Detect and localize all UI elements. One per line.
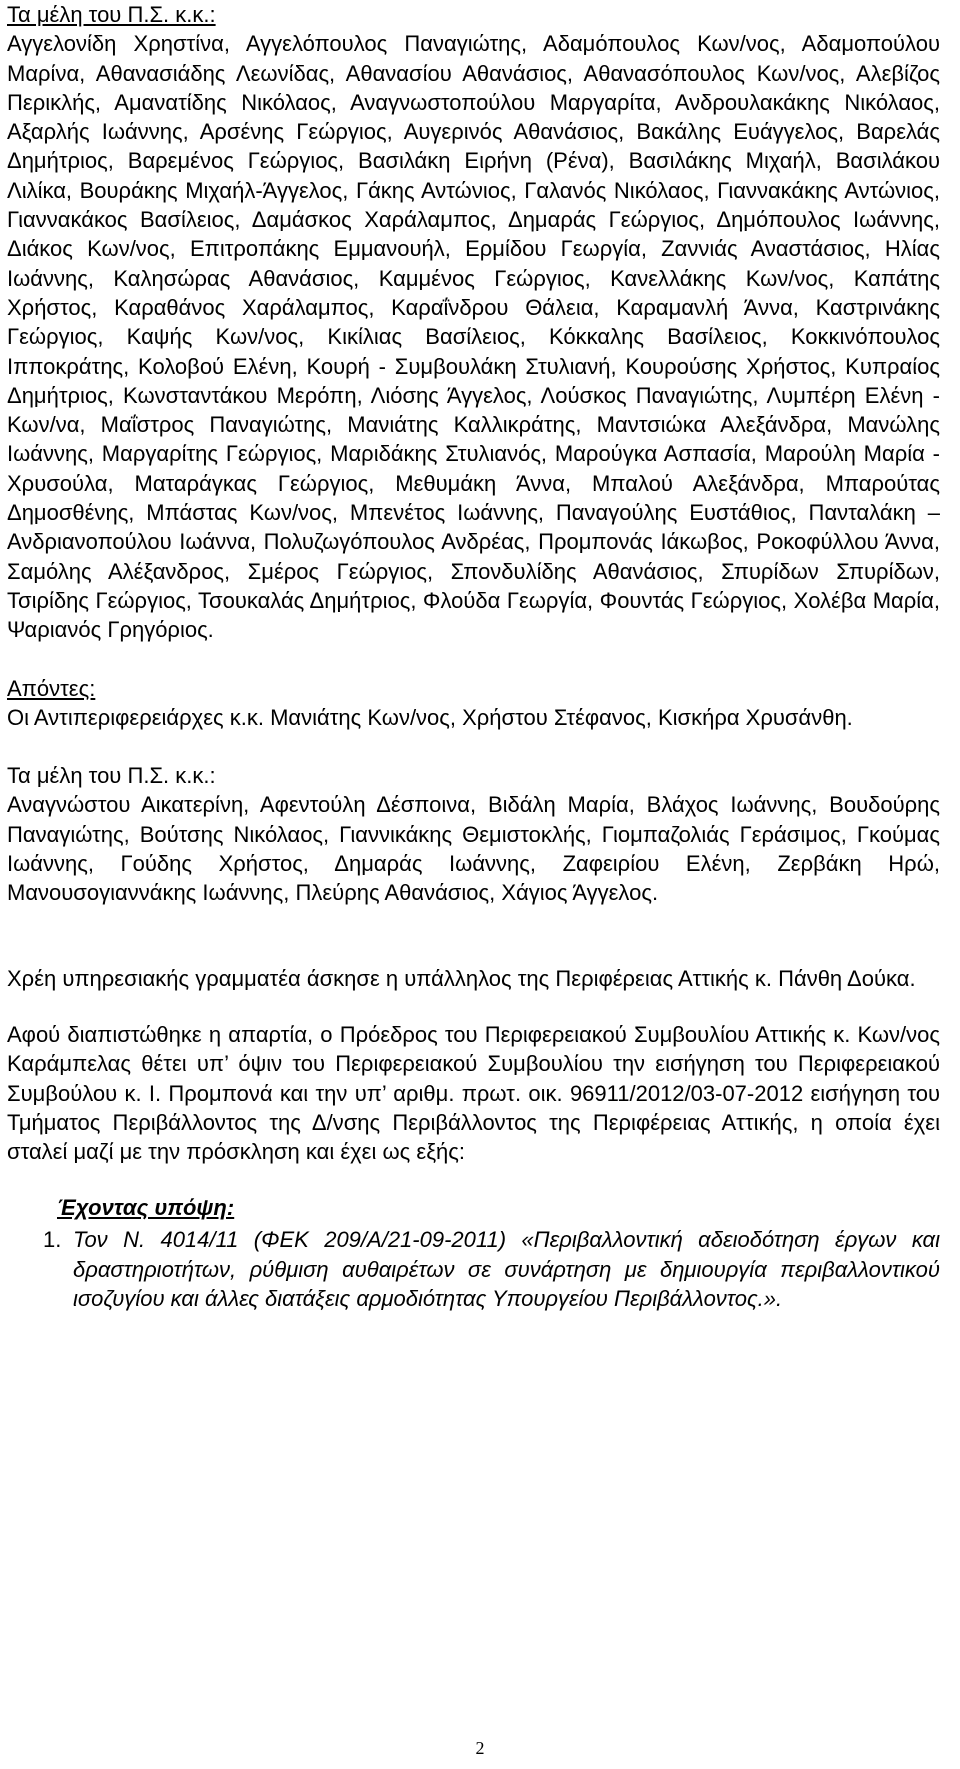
members-present-heading-text: Τα μέλη του Π.Σ. κ.κ.: [7, 2, 216, 27]
considering-heading: Έχοντας υπόψη: [57, 1195, 235, 1221]
members-present-heading [7, 0, 940, 29]
absent-list: Οι Αντιπεριφερειάρχες κ.κ. Μανιάτης Κων/νος, Χρήστου Στέφανος, Κισκήρα Χρυσάνθη. [7, 704, 853, 730]
members-absent-heading-text: Τα μέλη του Π.Σ. κ.κ.: [7, 763, 216, 789]
absent-heading-text: Απόντες: [7, 675, 96, 701]
spacer [7, 645, 940, 674]
quorum-paragraph: Αφού διαπιστώθηκε η απαρτία, ο Πρόεδρος του Περιφερειακού Συμβουλίου Αττικής κ. Κων/νος Καράμπελας θέτει υπ’ όψιν του Περιφερειακού Συμβουλίου την εισήγηση του Περιφερειακού Συμβούλου κ. Ι. Προμπονά και την υπ’ αριθμ. πρωτ. οικ. 96911/2012/03-07-2012 εισήγηση του Τμήματος Περιβάλλοντος της Δ/νσης Περιβάλλοντος της Περιφέρειας Αττικής, η οποία έχει σταλεί μαζί με την πρόσκληση και έχει ως εξής: [7, 1021, 940, 1165]
spacer [7, 732, 940, 761]
absent-heading [7, 674, 940, 703]
list-item-text: Τον Ν. 4014/11 (ΦΕΚ 209/Α/21-09-2011) «Περιβαλλοντική αδειοδότηση έργων και δραστηριοτήτων, ρύθμιση αυθαιρέτων σε συνάρτηση με δημιουργία περιβαλλοντικού ισοζυγίου και άλλες διατάξεις αρμοδιότητας Υπουργείου Περιβάλλοντος.». [73, 1227, 940, 1311]
spacer [7, 1166, 940, 1193]
spacer [7, 993, 940, 1020]
members-present-list: Αγγελονίδη Χρηστίνα, Αγγελόπουλος Παναγιώτης, Αδαμόπουλος Κων/νος, Αδαμοπούλου Μαρίνα, Αθανασιάδης Λεωνίδας, Αθανασίου Αθανάσιος, Αθανασόπουλος Κων/νος, Αλεβίζος Περικλής, Αμανατίδης Νικόλαος, Αναγνωστοπούλου Μαργαρίτα, Ανδρουλακάκης Νικόλαος, Αξαρλής Ιωάννης, Αρσένης Γεώργιος, Αυγερινός Αθανάσιος, Βακάλης Ευάγγελος, Βαρελάς Δημήτριος, Βαρεμένος Γεώργιος, Βασιλάκη Ειρήνη (Ρένα), Βασιλάκης Μιχαήλ, Βασιλάκου Λιλίκα, Βουράκης Μιχαήλ-Άγγελος, Γάκης Αντώνιος, Γαλανός Νικόλαος, Γιαννακάκης Αντώνιος, Γιαννακάκος Βασίλειος, Δαμάσκος Χαράλαμπος, Δημαράς Γεώργιος, Δημόπουλος Ιωάννης, Διάκος Κων/νος, Επιτροπάκης Εμμανουήλ, Ερμίδου Γεωργία, Ζαννιάς Αναστάσιος, Ηλίας Ιωάννης, Καλησώρας Αθανάσιος, Καμμένος Γεώργιος, Κανελλάκης Κων/νος, Καπάτης Χρήστος, Καραθάνος Χαράλαμπος, Καραΐνδρου Θάλεια, Καραμανλή Άννα, Καστρινάκης Γεώργιος, Καψής Κων/νος, Κικίλιας Βασίλειος, Κόκκαλης Βασίλειος, Κοκκινόπουλος Ιπποκράτης, Κολοβού Ελένη, Κουρή - Συμβουλάκη Στυλιανή, Κουρούσης Χρήστος, Κυπραίος Δημήτριος, Κωνσταντάκου Μερόπη, Λιόσης Άγγελος, Λούσκος Παναγιώτης, Λυμπέρη Ελένη - Κων/να, Μαΐστρος Παναγιώτης, Μανιάτης Καλλικράτης, Μαντσιώκα Αλεξάνδρα, Μανώλης Ιωάννης, Μαργαρίτης Γεώργιος, Μαριδάκης Στυλιανός, Μαρούγκα Ασπασία, Μαρούλη Μαρία - Χρυσούλα, Ματαράγκας Γεώργιος, Μεθυμάκη Άννα, Μπαλού Αλεξάνδρα, Μπαρούτας Δημοσθένης, Μπάστας Κων/νος, Μπενέτος Ιωάννης, Παναγούλης Ευστάθιος, Πανταλάκη – Ανδριανοπούλου Ιωάννα, Πολυζωγόπουλος Ανδρέας, Προμπονάς Ιάκωβος, Ροκοφύλλου Άννα, Σαμόλης Αλέξανδρος, Σμέρος Γεώργιος, Σπονδυλίδης Αθανάσιος, Σπυρίδων Σπυρίδων, Τσιρίδης Γεώργιος, Τσουκαλάς Δημήτριος, Φλούδα Γεωργία, Φουντάς Γεώργιος, Χολέβα Μαρία, Ψαριανός Γρηγόριος. [7, 31, 940, 643]
list-item [35, 1225, 940, 1313]
page-number: 2 [475, 1738, 485, 1758]
list-item-number: 1. [43, 1227, 62, 1253]
secretary-paragraph: Χρέη υπηρεσιακής γραμματέα άσκησε η υπάλληλος της Περιφέρειας Αττικής κ. Πάνθη Δούκα. [7, 965, 916, 991]
members-absent-heading [7, 761, 940, 790]
spacer [7, 908, 940, 964]
members-absent-list: Αναγνώστου Αικατερίνη, Αφεντούλη Δέσποινα, Βιδάλη Μαρία, Βλάχος Ιωάννης, Βουδούρης Παναγιώτης, Βούτσης Νικόλαος, Γιαννικάκης Θεμιστοκλής, Γιομπαζολιάς Γεράσιμος, Γκούμας Ιωάννης, Γούδης Χρήστος, Δημαράς Ιωάννης, Ζαφειρίου Ελένη, Ζερβάκη Ηρώ, Μανουσογιαννάκης Ιωάννης, Πλεύρης Αθανάσιος, Χάγιος Άγγελος. [7, 792, 940, 906]
